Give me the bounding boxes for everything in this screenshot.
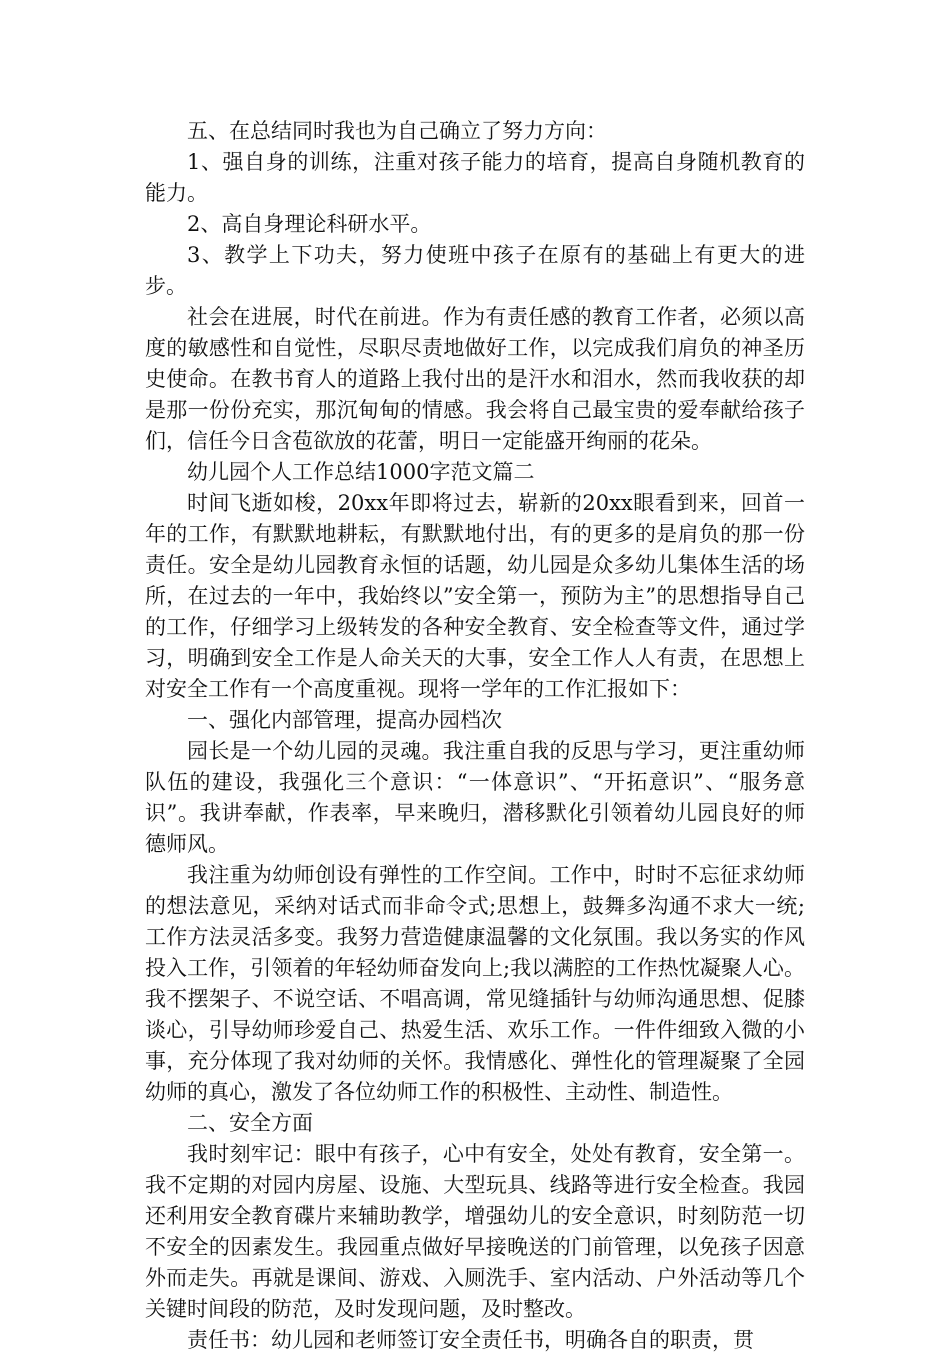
paragraph-intro: 时间飞逝如梭，20xx年即将过去，崭新的20xx眼看到来，回首一年的工作，有默默地耕耘，有默默地付出，有的更多的是肩负的那一份责任。安全是幼儿园教育永恒的话题，幼儿园是众多幼儿集体生活的场所，在过去的一年中，我始终以”安全第一，预防为主”的思想指导自己的工作，仔细学习上级转发的各种安全教育、安全检查等文件，通过学习，明确到安全工作是人命关天的大事，安全工作人人有责，在思想上对安全工作有一个高度重视。现将一学年的工作汇报如下：: [145, 491, 805, 701]
paragraph-management-1: 园长是一个幼儿园的灵魂。我注重自我的反思与学习，更注重幼师队伍的建设，我强化三个意识：“一体意识”、“开拓意识”、“服务意识”。我讲奉献，作表率，早来晚归，潜移默化引领着幼儿园良好的师德师风。: [145, 739, 805, 856]
section-title-essay-two: 幼儿园个人工作总结1000字范文篇二: [187, 460, 535, 484]
paragraph-closing: 社会在进展，时代在前进。作为有责任感的教育工作者，必须以高度的敏感性和自觉性，尽职尽责地做好工作，以完成我们肩负的神圣历史使命。在教书育人的道路上我付出的是汗水和泪水，然而我收获的却是那一份份充实，那沉甸甸的情感。我会将自己最宝贵的爱奉献给孩子们，信任今日含苞欲放的花蕾，明日一定能盛开绚丽的花朵。: [145, 305, 805, 453]
paragraph-goal-2: 2、高自身理论科研水平。: [187, 212, 432, 236]
paragraph-management-2: 我注重为幼师创设有弹性的工作空间。工作中，时时不忘征求幼师的想法意见，采纳对话式而非命令式;思想上，鼓舞多沟通不求大一统;工作方法灵活多变。我努力营造健康温馨的文化氛围。我以务实的作风投入工作，引领着的年轻幼师奋发向上;我以满腔的工作热忱凝聚人心。我不摆架子、不说空话、不唱高调，常见缝插针与幼师沟通思想、促膝谈心，引导幼师珍爱自己、热爱生活、欢乐工作。一件件细致入微的小事，充分体现了我对幼师的关怀。我情感化、弹性化的管理凝聚了全园幼师的真心，激发了各位幼师工作的积极性、主动性、制造性。: [145, 863, 805, 1104]
paragraph-safety: 我时刻牢记：眼中有孩子，心中有安全，处处有教育，安全第一。我不定期的对园内房屋、设施、大型玩具、线路等进行安全检查。我园还利用安全教育碟片来辅助教学，增强幼儿的安全意识，时刻防范一切不安全的因素发生。我园重点做好早接晚送的门前管理，以免孩子因意外而走失。再就是课间、游戏、入厕洗手、室内活动、户外活动等几个关键时间段的防范，及时发现问题，及时整改。: [145, 1142, 805, 1321]
paragraph-responsibility: 责任书：幼儿园和老师签订安全责任书，明确各自的职责，贯: [187, 1328, 754, 1352]
section-heading-management: 一、强化内部管理，提高办园档次: [187, 708, 502, 732]
paragraph-goal-1: 1、强自身的训练，注重对孩子能力的培育，提高自身随机教育的能力。: [145, 150, 805, 205]
section-heading-safety: 二、安全方面: [187, 1111, 313, 1135]
paragraph-goals-heading: 五、在总结同时我也为自己确立了努力方向：: [187, 119, 607, 143]
paragraph-goal-3: 3、教学上下功夫，努力使班中孩子在原有的基础上有更大的进步。: [145, 243, 805, 298]
document-body: [145, 116, 805, 1356]
